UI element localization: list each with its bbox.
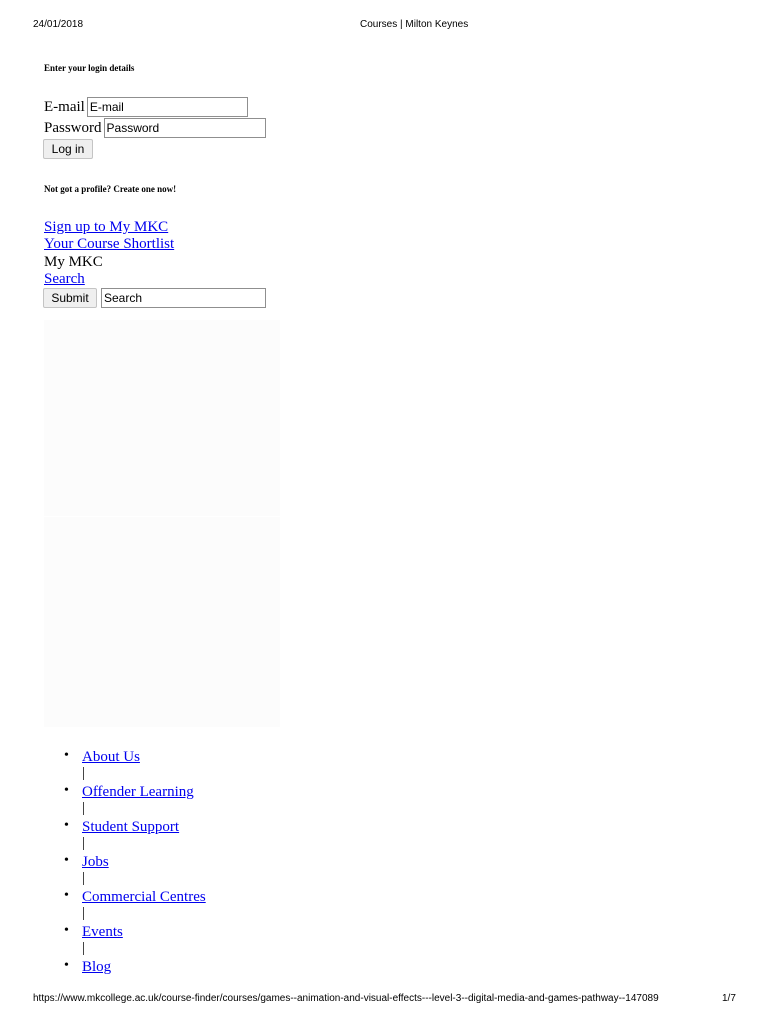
signup-link[interactable]: Sign up to My MKC bbox=[44, 219, 169, 235]
print-url: https://www.mkcollege.ac.uk/course-finder/courses/games--animation-and-visual-effects---level-3--digital-media-and-games-pathway--147089 bbox=[33, 993, 659, 1004]
password-row bbox=[44, 118, 266, 138]
email-label: E-mail bbox=[44, 98, 85, 115]
footer-nav-item-student-support bbox=[62, 818, 206, 853]
print-page-title: Courses | Milton Keynes bbox=[360, 19, 469, 30]
footer-nav-item-jobs bbox=[62, 853, 206, 888]
print-date: 24/01/2018 bbox=[33, 19, 84, 30]
footer-nav-item-blog bbox=[62, 958, 206, 993]
banner-image-placeholder-2 bbox=[44, 517, 280, 727]
course-shortlist-link[interactable]: Your Course Shortlist bbox=[44, 236, 175, 252]
nav-separator: | bbox=[82, 940, 86, 956]
banner-image-placeholder bbox=[44, 320, 280, 516]
footer-link-commercial-centres[interactable]: Commercial Centres bbox=[82, 889, 206, 905]
bullet-icon: • bbox=[64, 818, 69, 833]
password-field[interactable] bbox=[104, 118, 266, 138]
footer-link-jobs[interactable]: Jobs bbox=[82, 854, 109, 870]
nav-separator: | bbox=[82, 905, 86, 921]
bullet-icon: • bbox=[64, 958, 69, 973]
search-submit-button[interactable]: Submit bbox=[43, 288, 97, 308]
nav-separator: | bbox=[82, 835, 86, 851]
footer-nav-item-events bbox=[62, 923, 206, 958]
search-bar bbox=[43, 288, 266, 308]
bullet-icon: • bbox=[64, 748, 69, 763]
email-field[interactable] bbox=[87, 97, 248, 117]
bullet-icon: • bbox=[64, 888, 69, 903]
shortlist-link-row bbox=[44, 236, 174, 253]
bullet-icon: • bbox=[64, 853, 69, 868]
my-mkc-label: My MKC bbox=[44, 254, 103, 270]
footer-nav-item-commercial-centres bbox=[62, 888, 206, 923]
signup-link-row bbox=[44, 219, 168, 236]
footer-link-offender-learning[interactable]: Offender Learning bbox=[82, 784, 194, 800]
footer-link-student-support[interactable]: Student Support bbox=[82, 819, 180, 835]
footer-nav bbox=[62, 748, 206, 993]
search-link-row bbox=[44, 271, 85, 288]
nav-separator: | bbox=[82, 800, 86, 816]
footer-link-blog[interactable]: Blog bbox=[82, 959, 112, 975]
login-heading: Enter your login details bbox=[44, 63, 135, 73]
password-label: Password bbox=[44, 119, 102, 136]
bullet-icon: • bbox=[64, 923, 69, 938]
footer-link-about-us[interactable]: About Us bbox=[82, 749, 140, 765]
footer-link-events[interactable]: Events bbox=[82, 924, 123, 940]
search-input[interactable] bbox=[101, 288, 266, 308]
footer-nav-item-offender-learning bbox=[62, 783, 206, 818]
search-link[interactable]: Search bbox=[44, 271, 85, 287]
login-button[interactable]: Log in bbox=[43, 139, 93, 159]
email-row bbox=[44, 97, 248, 117]
create-profile-prompt: Not got a profile? Create one now! bbox=[44, 184, 177, 194]
bullet-icon: • bbox=[64, 783, 69, 798]
print-page-number: 1/7 bbox=[722, 993, 736, 1004]
nav-separator: | bbox=[82, 765, 86, 781]
footer-nav-item-about-us bbox=[62, 748, 206, 783]
nav-separator: | bbox=[82, 870, 86, 886]
